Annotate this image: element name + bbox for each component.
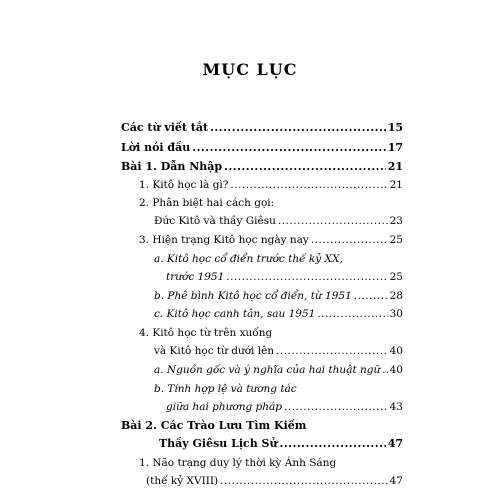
toc-entry-page: 25 xyxy=(389,271,403,283)
toc-entry-title: Các từ viết tắt xyxy=(121,121,209,134)
toc-entry xyxy=(146,474,403,488)
dot-leader xyxy=(280,437,386,451)
page-title: MỤC LỤC xyxy=(202,60,298,79)
toc-entry-title: 1. Kitô học là gì? xyxy=(139,179,229,191)
dot-leader xyxy=(278,214,388,228)
toc-entry xyxy=(166,270,403,284)
toc-entry xyxy=(154,289,403,303)
toc-entry-title: a. Nguồn gốc và ý nghĩa của hai thuật ngữ xyxy=(154,364,381,376)
toc-entry-page: 23 xyxy=(389,215,403,227)
toc-entry-title-line1: a. Kitô học cổ điển trước thế kỷ XX, xyxy=(154,253,343,265)
dot-leader xyxy=(210,121,386,135)
toc-entry xyxy=(154,363,403,377)
dot-leader xyxy=(220,474,388,488)
toc-entry-title-line1: 4. Kitô học từ trên xuống xyxy=(139,327,273,339)
dot-leader xyxy=(382,363,387,377)
toc-entry-title: Thầy Giêsu Lịch Sử xyxy=(159,437,278,450)
toc-entry-title: (thế kỷ XVIII) xyxy=(146,475,219,487)
dot-leader xyxy=(317,307,387,321)
dot-leader xyxy=(276,344,388,358)
toc-entry-title-line1: 2. Phân biệt hai cách gọi: xyxy=(139,197,275,209)
toc-entry-page: 47 xyxy=(387,437,403,450)
dot-leader xyxy=(284,400,388,414)
toc-entry-title: giữa hai phương pháp xyxy=(166,401,283,413)
toc-entry-page: 15 xyxy=(387,121,403,134)
dot-leader xyxy=(311,233,388,247)
toc-entry-page: 40 xyxy=(389,364,403,376)
toc-entry-title: Đức Kitô và thầy Giêsu xyxy=(154,215,276,227)
toc-entry-title: c. Kitô học canh tân, sau 1951 xyxy=(154,308,316,320)
toc-entry-page: 25 xyxy=(389,234,403,246)
toc-entry xyxy=(154,344,403,358)
toc-entry xyxy=(139,178,403,192)
toc-entry xyxy=(121,121,403,135)
dot-leader xyxy=(354,289,388,303)
toc-entry-title: b. Phê bình Kitô học cổ điển, từ 1951 xyxy=(154,290,352,302)
toc-entry xyxy=(139,233,403,247)
toc-entry xyxy=(154,307,403,321)
toc-entry-title-line1: 1. Não trạng duy lý thời kỳ Ánh Sáng xyxy=(139,457,337,469)
toc-entry-page: 30 xyxy=(389,308,403,320)
toc-entry-title: trước 1951 xyxy=(166,271,225,283)
toc-entry-title-line1: b. Tính hợp lệ và tương tác xyxy=(154,383,297,395)
dot-leader xyxy=(226,270,387,284)
dot-leader xyxy=(230,178,387,192)
toc-entry-page: 43 xyxy=(389,401,403,413)
toc-entry xyxy=(121,160,403,174)
toc-entry-title: Lời nói đầu xyxy=(121,141,191,154)
dot-leader xyxy=(192,141,385,155)
toc-entry xyxy=(154,214,403,228)
toc-entry-title: Bài 1. Dẫn Nhập xyxy=(121,160,223,173)
toc-entry-page: 21 xyxy=(387,160,403,173)
toc-entry-title-line1: Bài 2. Các Trào Lưu Tìm Kiếm xyxy=(121,419,307,432)
toc-entry-page: 17 xyxy=(387,141,403,154)
toc-entry-page: 40 xyxy=(389,345,403,357)
toc-entry-title: 3. Hiện trạng Kitô học ngày nay xyxy=(139,234,309,246)
toc-entry xyxy=(121,141,403,155)
toc-entry xyxy=(166,400,403,414)
toc-entry xyxy=(159,437,403,451)
toc-entry-title: và Kitô học từ dưới lên xyxy=(154,345,275,357)
toc-entry-page: 47 xyxy=(389,475,403,487)
dot-leader xyxy=(224,160,386,174)
toc-entry-page: 28 xyxy=(389,290,403,302)
toc-entry-page: 21 xyxy=(389,179,403,191)
